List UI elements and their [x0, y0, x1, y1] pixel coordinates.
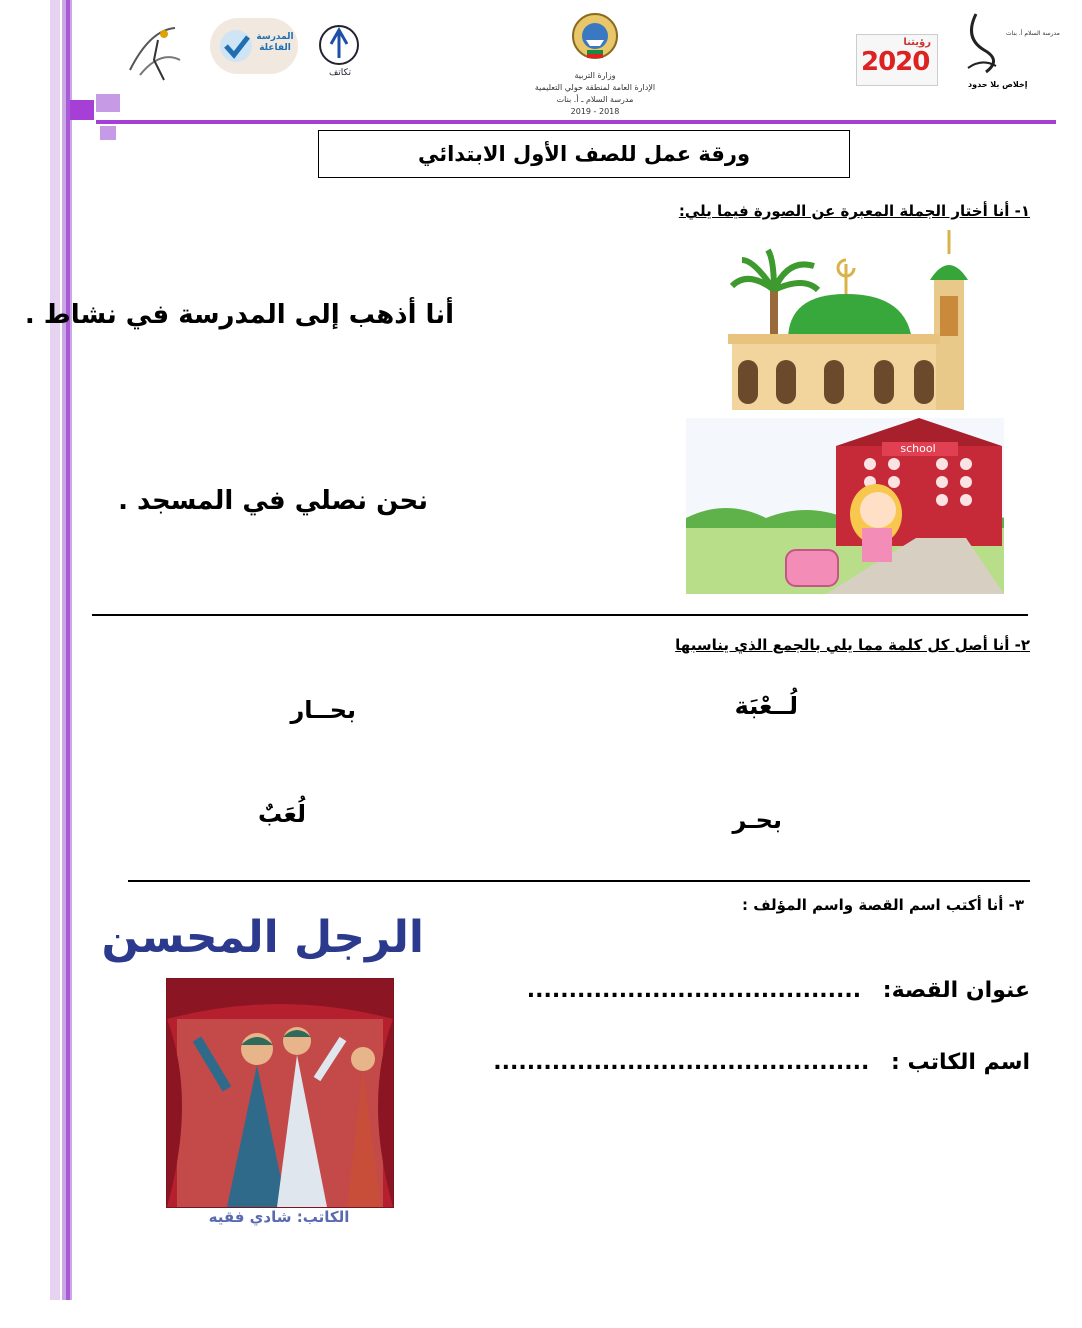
- slogan-top: مدرسة السلام أ. بنات: [1006, 30, 1060, 37]
- word-left-1[interactable]: بحــار: [290, 696, 356, 724]
- author-answer-line[interactable]: .............................................: [493, 1050, 870, 1075]
- worksheet-title: ورقة عمل للصف الأول الابتدائي: [318, 130, 850, 178]
- sentence-school[interactable]: أنا أذهب إلى المدرسة في نشاط .: [24, 300, 454, 330]
- decorative-square: [70, 100, 94, 120]
- calligraphy-logo-icon: [958, 10, 1008, 76]
- takatuf-text: تكاتف: [328, 68, 352, 78]
- book-author: الكاتب: شادي فقيه: [208, 1208, 350, 1226]
- author-label: اسم الكاتب :: [891, 1050, 1030, 1075]
- vision-text: رؤيتنا: [903, 37, 931, 48]
- book-illustration: [167, 979, 393, 1207]
- slogan-text: إخلاص بلا حدود: [968, 80, 1028, 89]
- sports-logo-icon: [120, 20, 184, 86]
- word-right-2[interactable]: بحـر: [732, 806, 782, 834]
- left-border-light: [50, 0, 60, 1300]
- sentence-mosque[interactable]: نحن نصلي في المسجد .: [118, 486, 428, 516]
- checkmark-icon: [218, 28, 254, 64]
- ministry-line: وزارة التربية: [574, 71, 616, 80]
- ministry-line: مدرسة السلام ـ أ. بنات: [556, 95, 634, 104]
- kuwait-emblem-icon: [570, 10, 620, 68]
- word-left-2[interactable]: لُعَبٌ: [258, 800, 306, 828]
- ministry-line: الإدارة العامة لمنطقة حولي التعليمية: [534, 83, 656, 92]
- decorative-square: [100, 126, 116, 140]
- story-label: عنوان القصة:: [882, 978, 1030, 1003]
- story-answer-line[interactable]: ........................................: [526, 978, 862, 1003]
- vision-year: 2020: [861, 47, 930, 77]
- effective-school-text: المدرسة الفاعلة: [256, 32, 294, 53]
- school-sign: school: [900, 442, 936, 455]
- book-cover-image: [166, 978, 394, 1208]
- question1-prompt: ١- أنا أختار الجملة المعبرة عن الصورة فيما يلي:: [678, 202, 1030, 220]
- book-title: الرجل المحسن: [101, 912, 424, 963]
- question2-prompt: ٢- أنا أصل كل كلمة مما يلي بالجمع الذي يناسبها: [675, 636, 1030, 654]
- effective-school-logo: [210, 18, 298, 74]
- vision-2020-logo: [856, 34, 938, 86]
- header-divider: [96, 120, 1056, 124]
- mosque-image: [728, 230, 978, 412]
- school-image: [686, 418, 1004, 594]
- takatuf-logo-icon: [316, 24, 362, 70]
- section-divider: [92, 614, 1028, 616]
- ministry-line: 2018 - 2019: [570, 107, 620, 116]
- section-divider: [128, 880, 1030, 882]
- decorative-square: [96, 94, 120, 112]
- left-border-dark: [66, 0, 70, 1300]
- word-right-1[interactable]: لُــعْبَة: [734, 692, 798, 720]
- school-scene: [686, 418, 1004, 594]
- author-row: [493, 1050, 1030, 1075]
- question3-prompt: ٣- أنا أكتب اسم القصة واسم المؤلف :: [741, 896, 1024, 914]
- ministry-block: [520, 70, 670, 118]
- story-title-row: [527, 978, 1030, 1003]
